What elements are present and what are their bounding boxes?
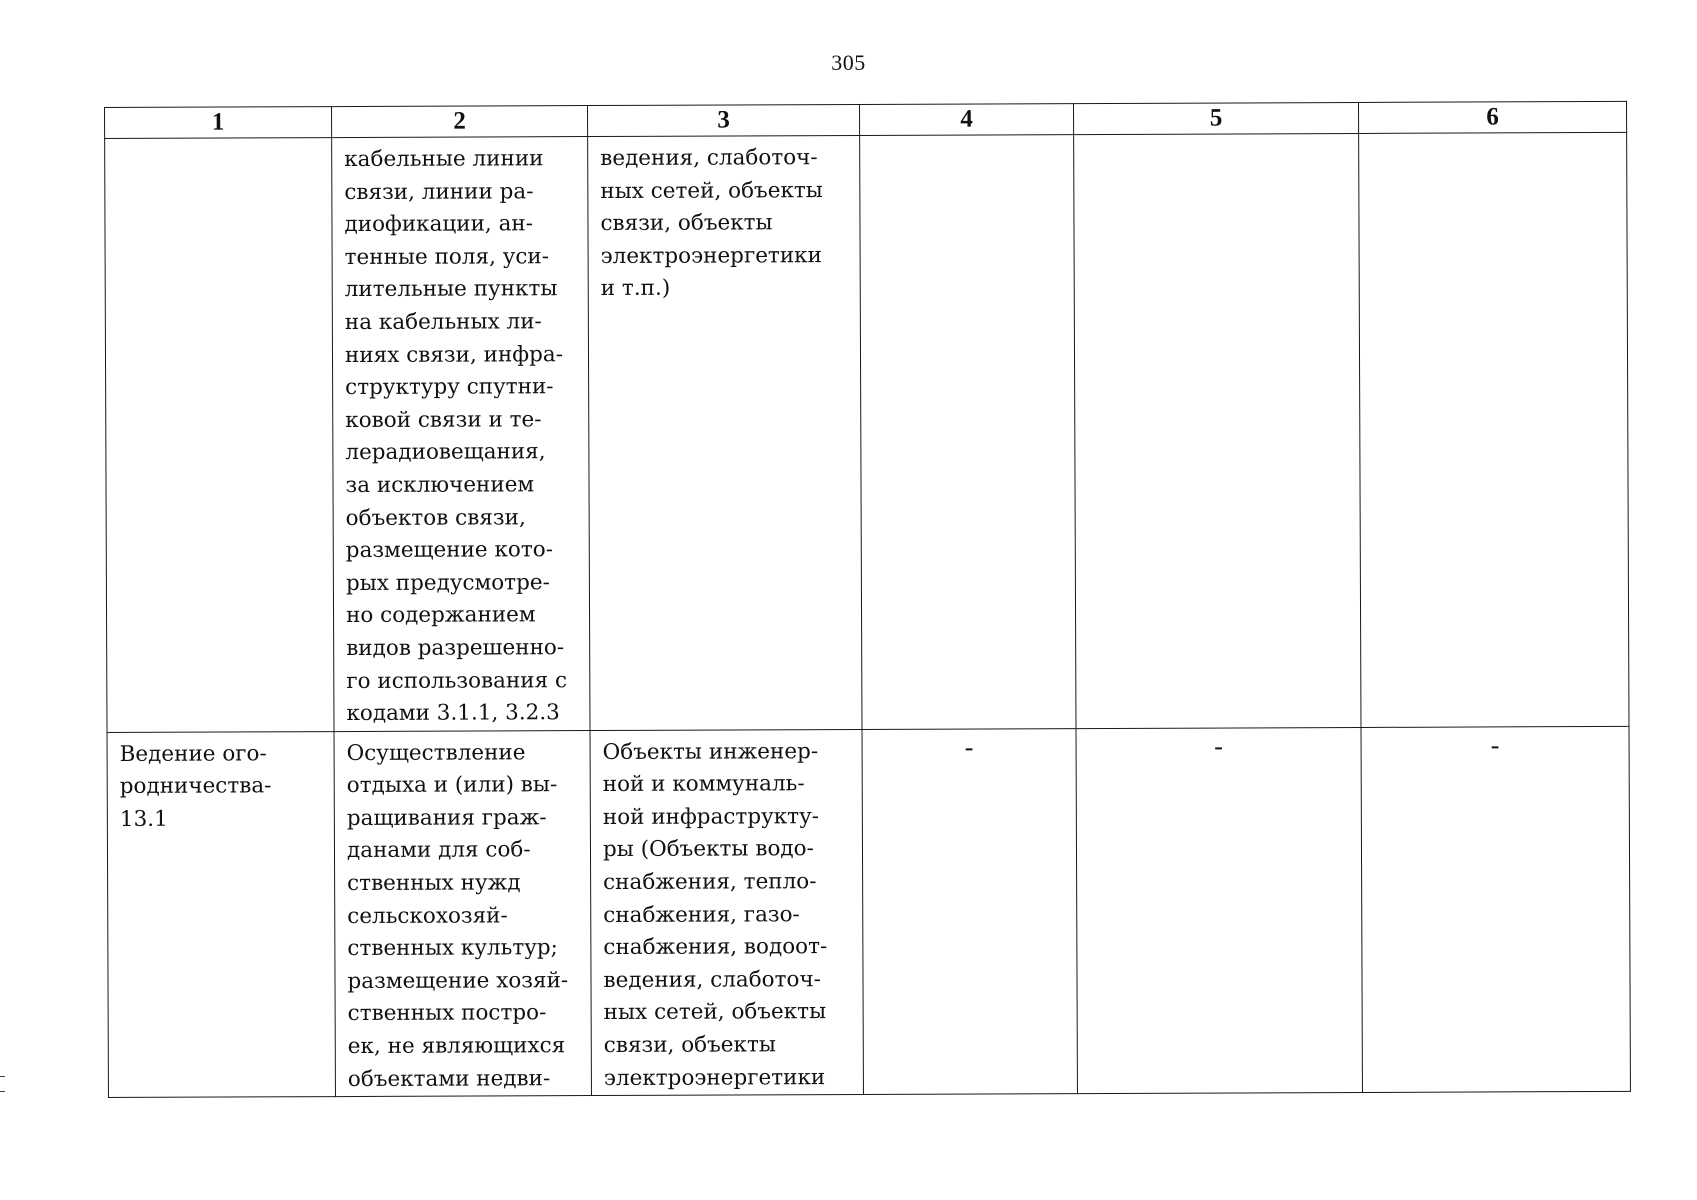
cell-line: но содержанием [345,602,536,629]
cell-line: и т.п.) [600,276,671,302]
cell-line: ственных культур; [347,935,558,962]
column-header-1: 1 [105,107,332,139]
cell-line: лительные пункты [344,276,558,303]
cell-value [1359,133,1626,138]
cell-line: ры (Объекты водо- [602,836,814,863]
cell-line: сельскохозяй- [347,903,508,929]
cell-line: го использования с [346,667,568,694]
cell-value: - [1214,731,1223,761]
cell-line: электроэнергетики [603,1064,826,1091]
cell-line: структуру спутни- [345,374,554,401]
cell-text [105,138,331,145]
cell-line: Осуществление [346,740,526,766]
table-cell-col5 [1074,133,1361,728]
table-cell-col5 [1076,727,1362,1094]
table-cell-col4 [862,728,1077,1094]
cell-line: снабжения, газо- [603,901,800,928]
table-row [107,726,1630,1098]
cell-line: связи, объекты [603,1032,776,1059]
cell-line: тенные поля, уси- [344,243,550,270]
cell-line: данами для соб- [346,837,531,864]
cell-line: ных сетей, объекты [603,999,827,1026]
cell-line: кодами 3.1.1, 3.2.3 [346,700,560,727]
cell-line: лерадиовещания, [345,439,546,466]
cell-line: объектов связи, [345,504,526,531]
scan-edge-mark [0,1076,5,1092]
cell-line: снабжения, тепло- [603,869,817,896]
cell-line: ведения, слаботоч- [603,966,821,993]
cell-line: ных сетей, объекты [600,177,823,204]
cell-line: ной и коммуналь- [602,771,805,798]
column-header-3: 3 [587,104,859,136]
cell-line: Объекты инженер- [602,738,819,765]
cell-line: ек, не являющихся [347,1033,566,1060]
cell-line: кабельные линии [344,146,544,173]
cell-text [588,136,860,306]
table-cell-auxiliary-uses [590,729,863,1096]
table-cell-col4 [860,135,1076,730]
cell-line: ственных нужд [347,870,521,897]
column-header-6: 6 [1358,101,1626,133]
cell-value: - [964,732,974,762]
permitted-use-table [104,101,1631,1098]
table-cell-use-description [332,137,590,732]
column-header-5: 5 [1073,102,1358,134]
cell-line: ниях связи, инфра- [344,341,563,368]
cell-line: 13.1 [119,806,168,832]
cell-line: размещение хозяй- [347,967,569,994]
cell-line: за исключением [345,472,535,498]
cell-line: ковой связи и те- [345,406,542,433]
cell-value: - [1490,730,1500,760]
cell-line: ной инфраструкту- [602,804,820,830]
cell-line: объектами недви- [347,1065,551,1092]
table-cell-auxiliary-uses [588,135,862,730]
cell-line: снабжения, водоот- [603,934,828,961]
cell-line: рых предусмотре- [345,569,550,596]
cell-text [335,731,591,1097]
cell-line: электроэнергетики [600,242,822,269]
cell-value [860,135,1073,140]
cell-line: видов разрешенно- [346,635,565,661]
cell-text [332,137,589,731]
table-cell-use-name [105,138,334,733]
cell-text [108,732,334,837]
table-cell-col6 [1359,132,1629,727]
page-number: 305 [831,50,866,75]
table-cell-use-name [107,731,335,1097]
cell-line: родничества- [119,773,272,800]
cell-line: размещение кото- [345,537,554,564]
cell-line: ственных постро- [347,1000,547,1027]
cell-line: диофикации, ан- [344,211,534,238]
table-cell-col6 [1361,726,1630,1093]
column-header-4: 4 [859,104,1073,136]
cell-line: связи, объекты [600,210,773,237]
cell-line: на кабельных ли- [344,309,542,336]
cell-value [1074,134,1358,139]
table-cell-use-description [334,730,591,1097]
cell-text [591,730,863,1096]
column-header-2: 2 [332,106,588,138]
cell-line: отдыха и (или) вы- [346,772,558,799]
cell-line: связи, линии ра- [344,178,534,205]
cell-line: Ведение ого- [119,741,267,767]
cell-line: ращивания граж- [346,805,547,831]
table-row [105,132,1629,732]
cell-line: ведения, слаботоч- [600,145,818,172]
